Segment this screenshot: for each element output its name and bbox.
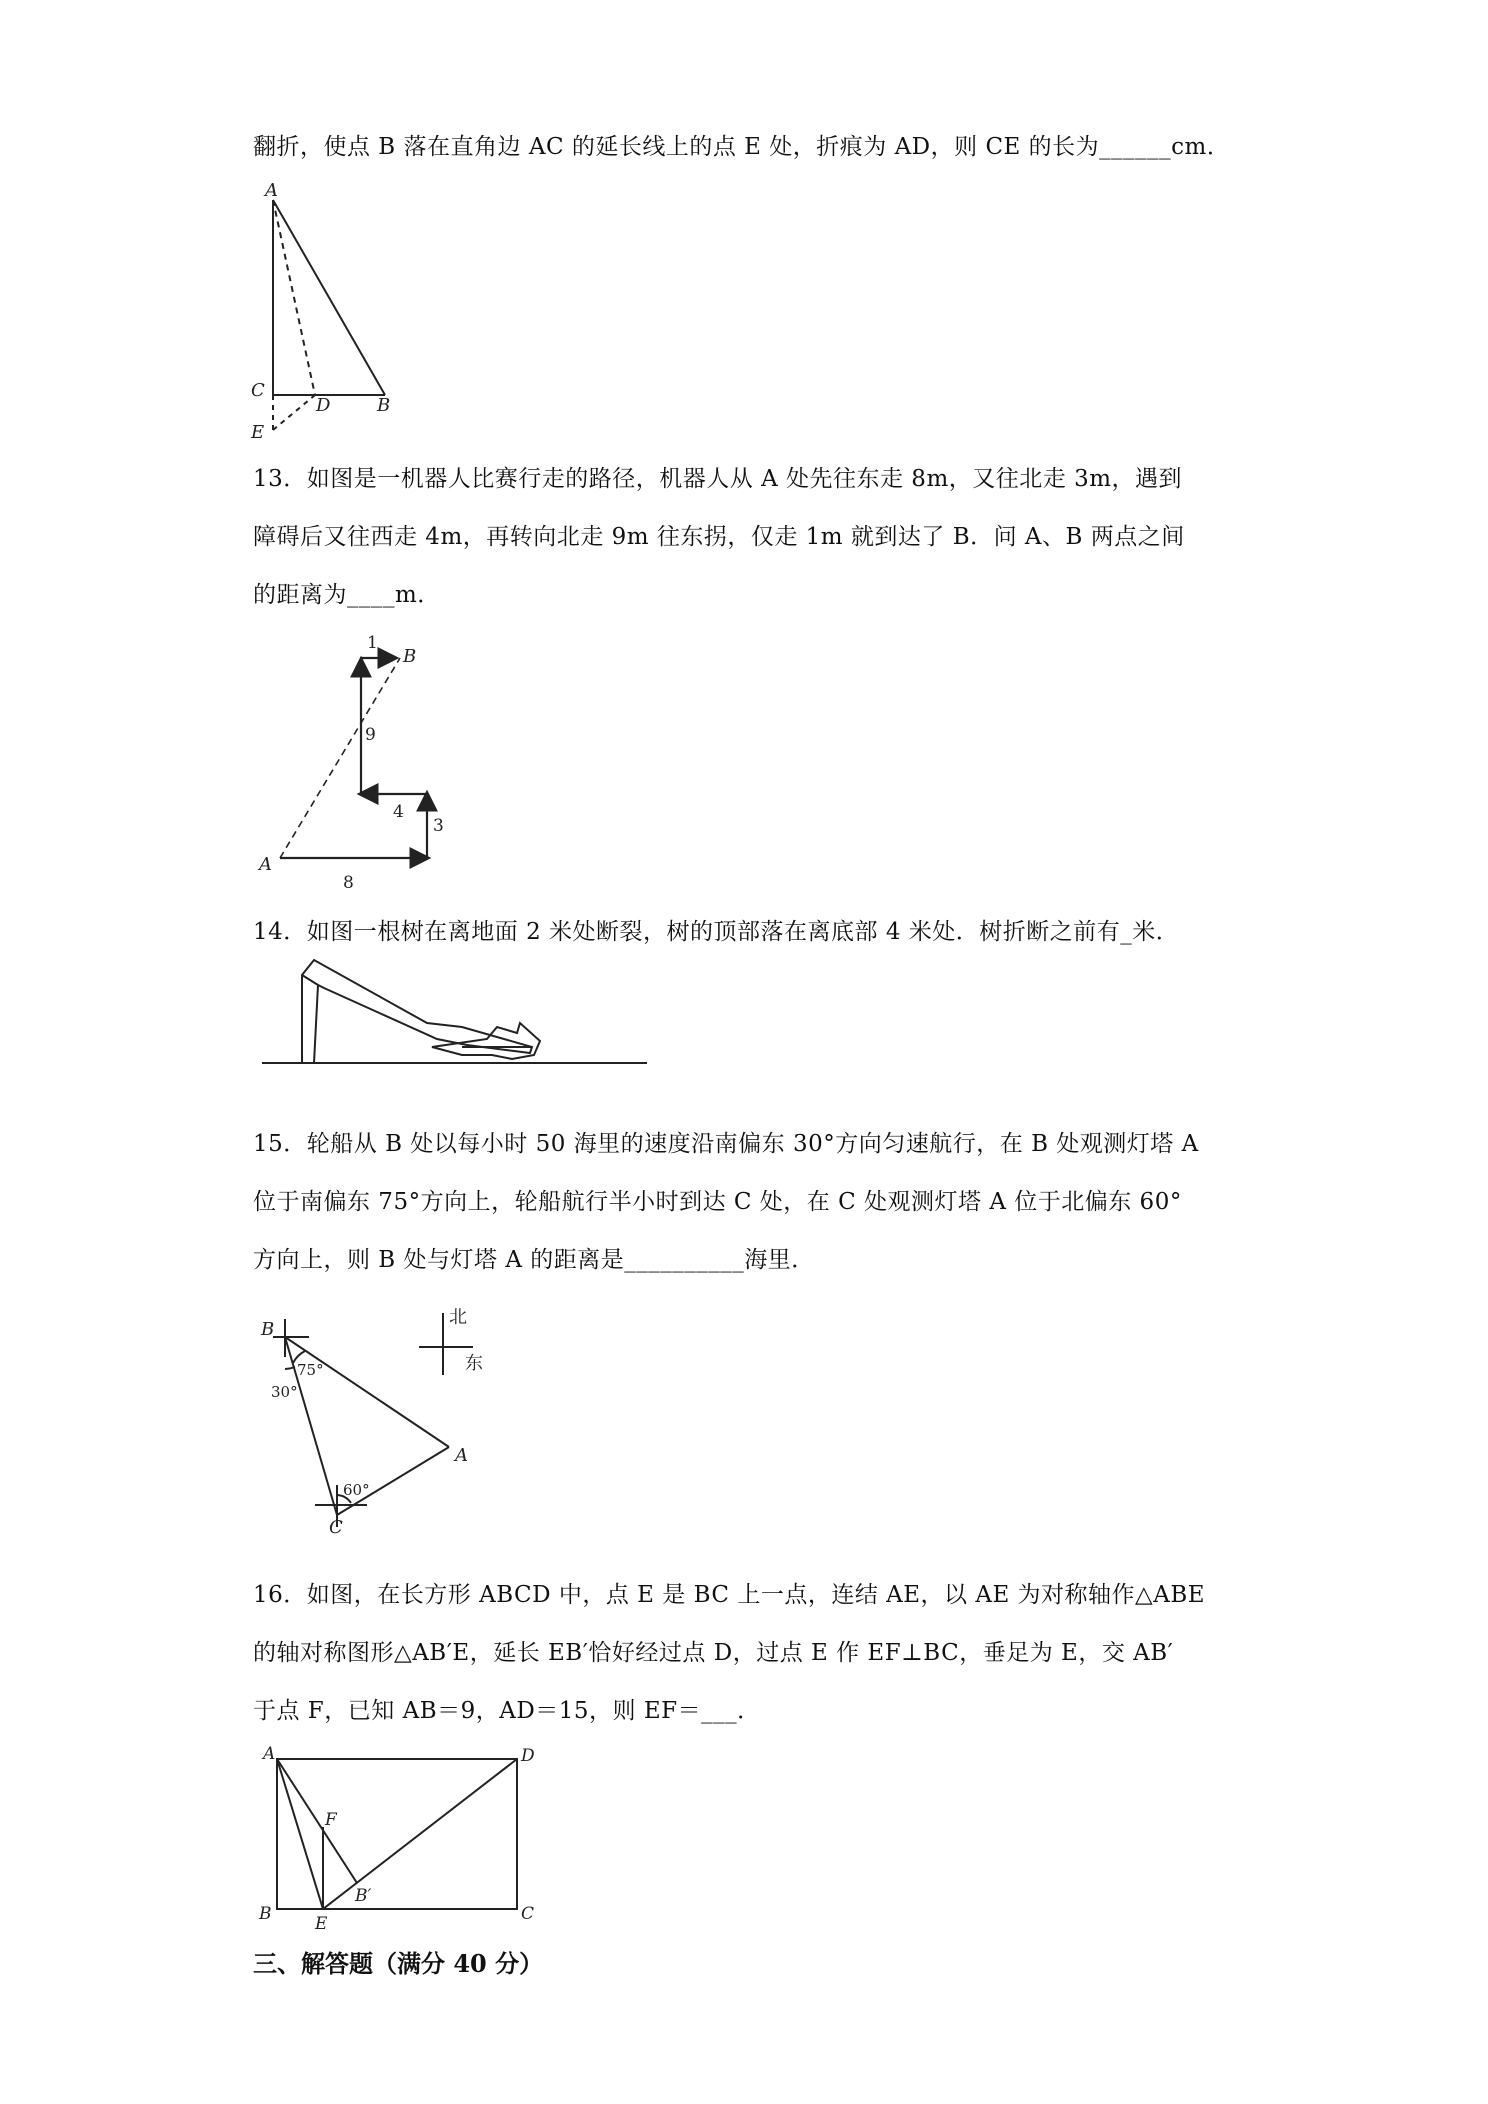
figure-q16-rectangle: [255, 1744, 545, 1934]
figure-q14-broken-tree: [262, 955, 652, 1075]
label-3: 3: [433, 816, 444, 836]
segment-ae: [277, 1759, 323, 1909]
q14-text-line-1: 14．如图一根树在离地面 2 米处断裂，树的顶部落在离底部 4 米处．树折断之前有_米．: [253, 919, 1180, 945]
segment-ba: [285, 1337, 449, 1447]
segment-ab-prime: [277, 1759, 357, 1883]
label-d: D: [316, 395, 331, 416]
label-angle-30: 30°: [271, 1383, 298, 1401]
q13-text-line-1: 13．如图是一机器人比赛行走的路径，机器人从 A 处先往东走 8m，又往北走 3m，遇到: [253, 466, 1183, 492]
segment-ed: [273, 395, 315, 430]
label-b: B: [259, 1904, 272, 1924]
label-c: C: [521, 1904, 535, 1924]
label-e: E: [315, 1914, 328, 1934]
q13-text-line-3: 的距离为____m．: [253, 582, 441, 608]
label-c: C: [251, 380, 265, 401]
label-east: 东: [465, 1353, 483, 1374]
label-8: 8: [343, 873, 354, 893]
label-d: D: [521, 1746, 535, 1766]
q15-text-line-1: 15．轮船从 B 处以每小时 50 海里的速度沿南偏东 30°方向匀速航行，在 B 处观测灯塔 A: [253, 1131, 1199, 1157]
fold-line-ad: [273, 200, 315, 395]
section-heading: 三、解答题（满分 40 分）: [253, 1949, 544, 1978]
label-b: B: [261, 1319, 275, 1340]
label-b-prime: B′: [355, 1886, 372, 1906]
label-c: C: [329, 1517, 343, 1538]
label-north: 北: [449, 1307, 467, 1328]
label-f: F: [325, 1810, 337, 1830]
segment-ed: [323, 1759, 517, 1909]
label-a: A: [265, 180, 278, 201]
label-9: 9: [365, 725, 376, 745]
q16-text-line-2: 的轴对称图形△AB′E，延长 EB′恰好经过点 D，过点 E 作 EF⊥BC，垂足为 E，交 AB′: [253, 1640, 1174, 1666]
q13-text-line-2: 障碍后又往西走 4m，再转向北走 9m 往东拐，仅走 1m 就到达了 B．问 A、B 两点之间: [253, 524, 1185, 550]
tree-break-crease: [302, 975, 318, 985]
label-1: 1: [367, 633, 378, 653]
label-a: A: [263, 1744, 276, 1764]
dashed-ab: [280, 658, 400, 858]
q15-text-line-3: 方向上，则 B 处与灯塔 A 的距离是__________海里．: [253, 1247, 815, 1273]
q16-text-line-3: 于点 F，已知 AB＝9，AD＝15，则 EF＝___．: [253, 1698, 761, 1724]
rectangle-abcd: [277, 1759, 517, 1909]
q15-text-line-2: 位于南偏东 75°方向上，轮船航行半小时到达 C 处，在 C 处观测灯塔 A 位于北偏东 60°: [253, 1189, 1182, 1215]
label-b: B: [403, 646, 417, 667]
label-4: 4: [393, 802, 404, 822]
figure-q13-robot-path: [245, 630, 485, 895]
figure-q12-triangle: [245, 180, 445, 443]
label-angle-60: 60°: [343, 1481, 370, 1499]
label-b: B: [377, 395, 391, 416]
label-a: A: [259, 854, 272, 875]
label-a: A: [455, 1445, 468, 1466]
figure-q15-bearing-diagram: [255, 1305, 515, 1538]
q12-text-line-1: 翻折，使点 B 落在直角边 AC 的延长线上的点 E 处，折痕为 AD，则 CE 的长为______cm．: [253, 134, 1231, 160]
label-e: E: [251, 422, 265, 443]
q16-text-line-1: 16．如图，在长方形 ABCD 中，点 E 是 BC 上一点，连结 AE，以 AE 为对称轴作△ABE: [253, 1582, 1206, 1608]
segment-ab: [273, 200, 385, 395]
label-angle-75: 75°: [297, 1361, 324, 1379]
